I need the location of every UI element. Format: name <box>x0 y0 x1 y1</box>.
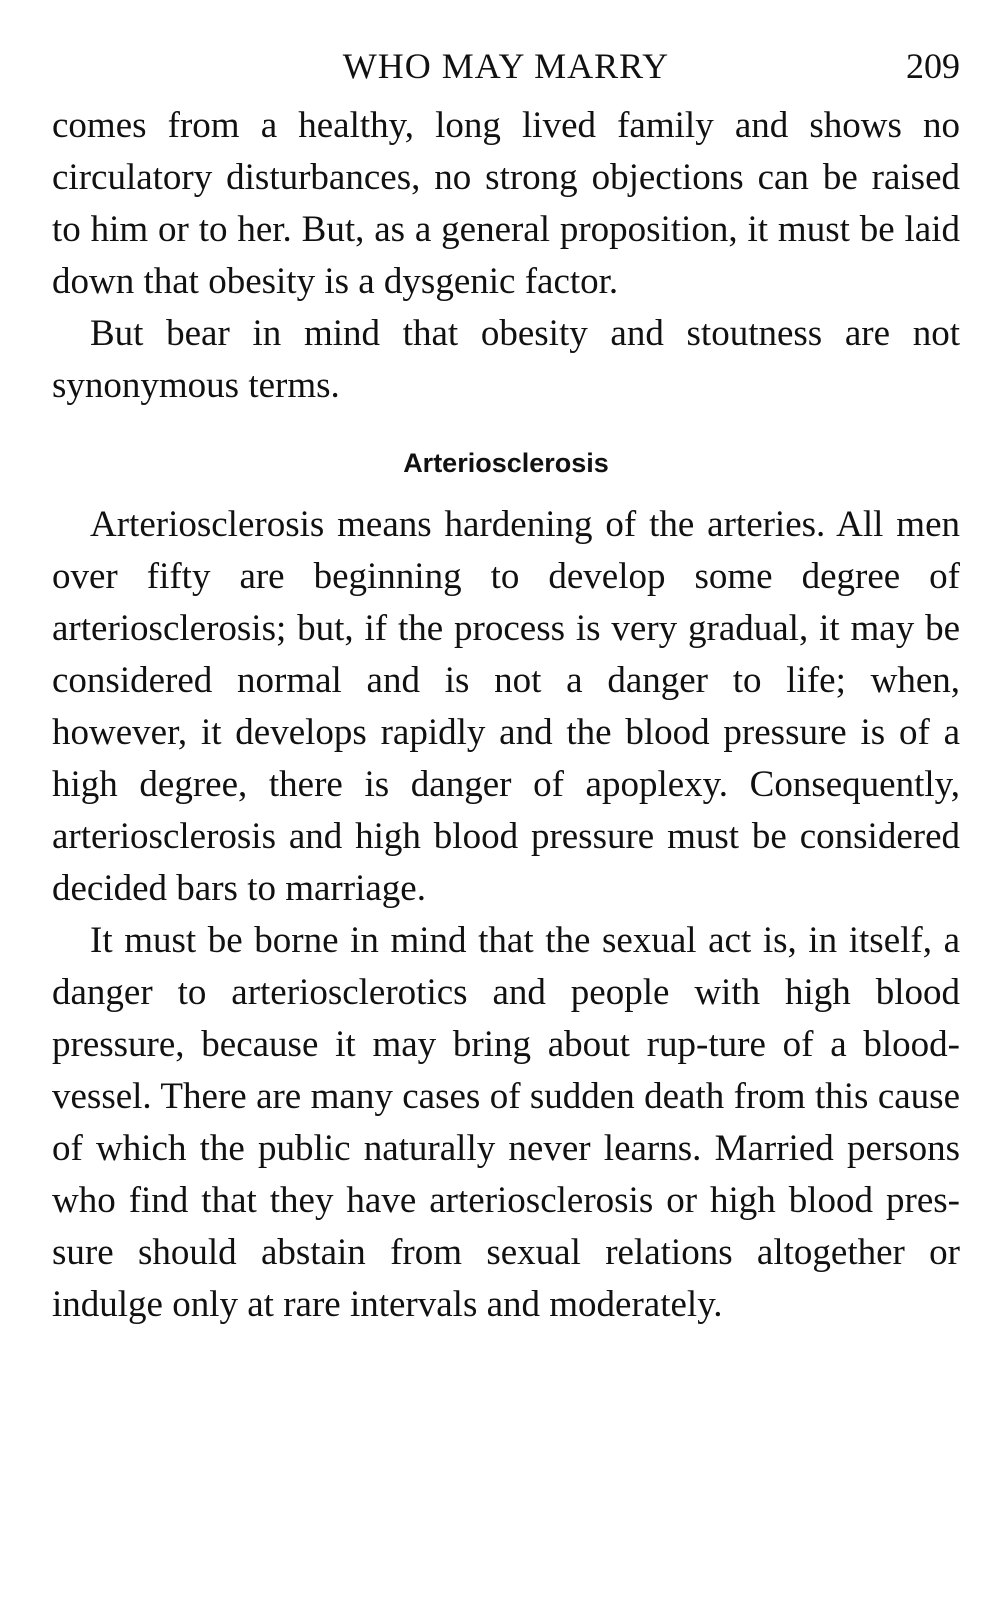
body-text <box>52 100 960 1331</box>
paragraph-sexual-act-danger: It must be borne in mind that the sexual act is, in itself, a danger to arteriosclerotics and people with high blood pressure, because it may bring about rup-ture of a blood-vessel. There are many cases of sudden death from this cause of which the public naturally never learns. Married persons who find that they have arteriosclerosis or high blood pres-sure should abstain from sexual relations altogether or indulge only at rare intervals and moderately. <box>52 920 960 1325</box>
section-heading: Arteriosclerosis <box>403 448 609 478</box>
paragraph-continued: comes from a healthy, long lived family and shows no circulatory disturbances, no strong objections can be raised to him or to her. But, as a general proposition, it must be laid down that obesity is a dysgenic factor. <box>52 105 960 302</box>
paragraph-arteriosclerosis-definition: Arteriosclerosis means hardening of the arteries. All men over fifty are beginning to develop some degree of arteriosclerosis; but, if the process is very gradual, it may be considered normal and is not a danger to life; when, however, it develops rapidly and the blood pressure is of a high degree, there is danger of apoplexy. Consequently, arteriosclerosis and high blood pressure must be considered decided bars to marriage. <box>52 504 960 909</box>
page-number: 209 <box>906 46 960 86</box>
page-header <box>52 36 960 96</box>
paragraph-obesity-note: But bear in mind that obesity and stoutness are not synonymous terms. <box>52 313 960 406</box>
running-head: WHO MAY MARRY <box>342 46 670 86</box>
book-page <box>52 36 960 1331</box>
